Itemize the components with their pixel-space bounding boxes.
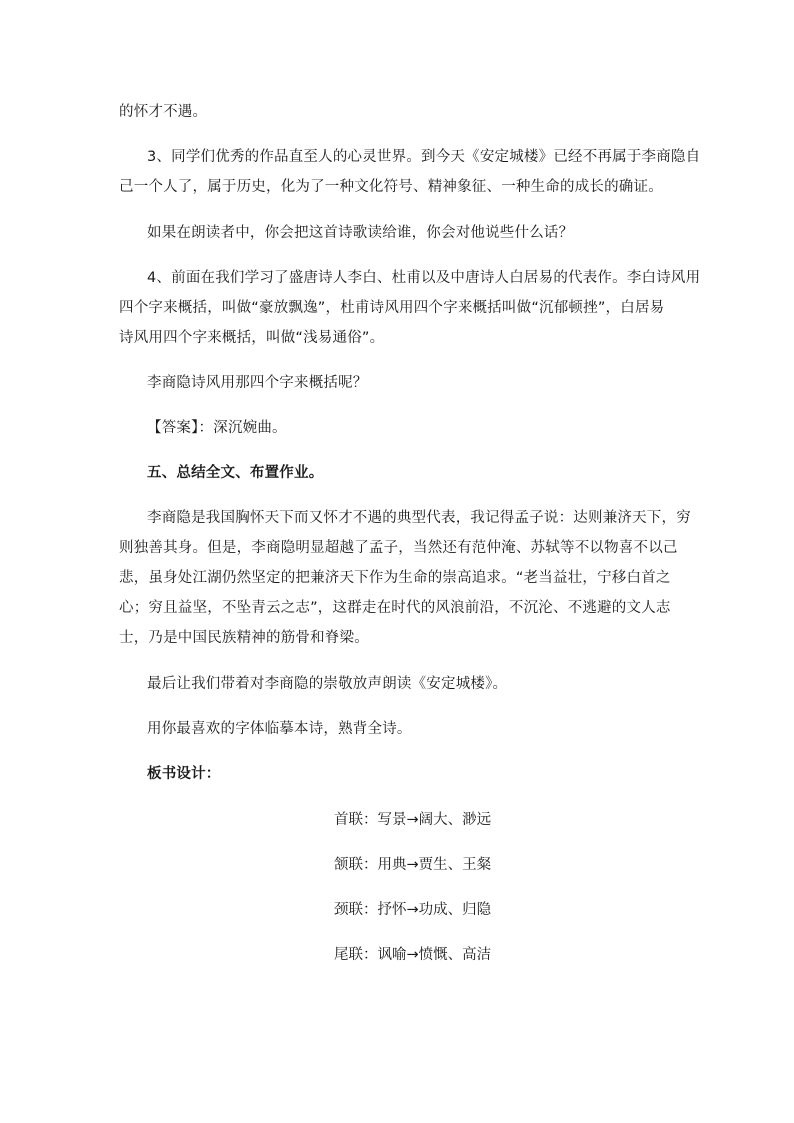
paragraph-line: 如果在朗读者中，你会把这首诗歌读给谁，你会对他说些什么话？ <box>147 225 574 241</box>
board-design-heading: 板书设计： <box>147 766 221 782</box>
section-heading: 五、总结全文、布置作业。 <box>147 465 324 481</box>
paragraph-line: 则独善其身。但是，李商隐明显超越了孟子，当然还有范仲淹、苏轼等不以物喜不以己 <box>119 540 678 556</box>
paragraph-line: 心；穷且益坚，不坠青云之志”，这群走在时代的风浪前沿，不沉沦、不逃避的文人志 <box>119 600 671 616</box>
paragraph-line: 李商隐是我国胸怀天下而又怀才不遇的典型代表，我记得孟子说：达则兼济天下，穷 <box>147 510 691 526</box>
paragraph-line: 士，乃是中国民族精神的筋骨和脊梁。 <box>119 630 369 646</box>
paragraph-line: 诗风用四个字来概括，叫做“浅易通俗”。 <box>119 330 385 346</box>
board-item: 首联：写景→阔大、渺远 <box>334 812 492 828</box>
paragraph-line: 最后让我们带着对李商隐的崇敬放声朗读《安定城楼》。 <box>147 676 508 692</box>
paragraph-line: 的怀才不遇。 <box>119 104 208 120</box>
paragraph-line: 悲，虽身处江湖仍然坚定的把兼济天下作为生命的崇高追求。“老当益壮，宁移白首之 <box>119 570 671 586</box>
board-item: 尾联：讽喻→愤慨、高洁 <box>334 947 492 963</box>
paragraph-line: 用你最喜欢的字体临摹本诗，熟背全诗。 <box>147 721 412 737</box>
paragraph-line: 己一个人了，属于历史，化为了一种文化符号、精神象征、一种生命的成长的确证。 <box>119 179 663 195</box>
answer-line: 【答案】：深沉婉曲。 <box>147 420 287 436</box>
paragraph-line: 3、同学们优秀的作品直至人的心灵世界。到今天《安定城楼》已经不再属于李商隐自 <box>147 149 701 165</box>
paragraph-line: 4、前面在我们学习了盛唐诗人李白、杜甫以及中唐诗人白居易的代表作。李白诗风用 <box>147 270 701 286</box>
paragraph-line: 李商隐诗风用那四个字来概括呢？ <box>147 375 368 391</box>
board-item: 颈联：抒怀→功成、归隐 <box>334 902 492 918</box>
board-item: 颔联：用典→贾生、王粲 <box>334 857 492 873</box>
paragraph-line: 四个字来概括，叫做“豪放飘逸”，杜甫诗风用四个字来概括叫做“沉郁顿挫”，白居易 <box>119 300 665 316</box>
